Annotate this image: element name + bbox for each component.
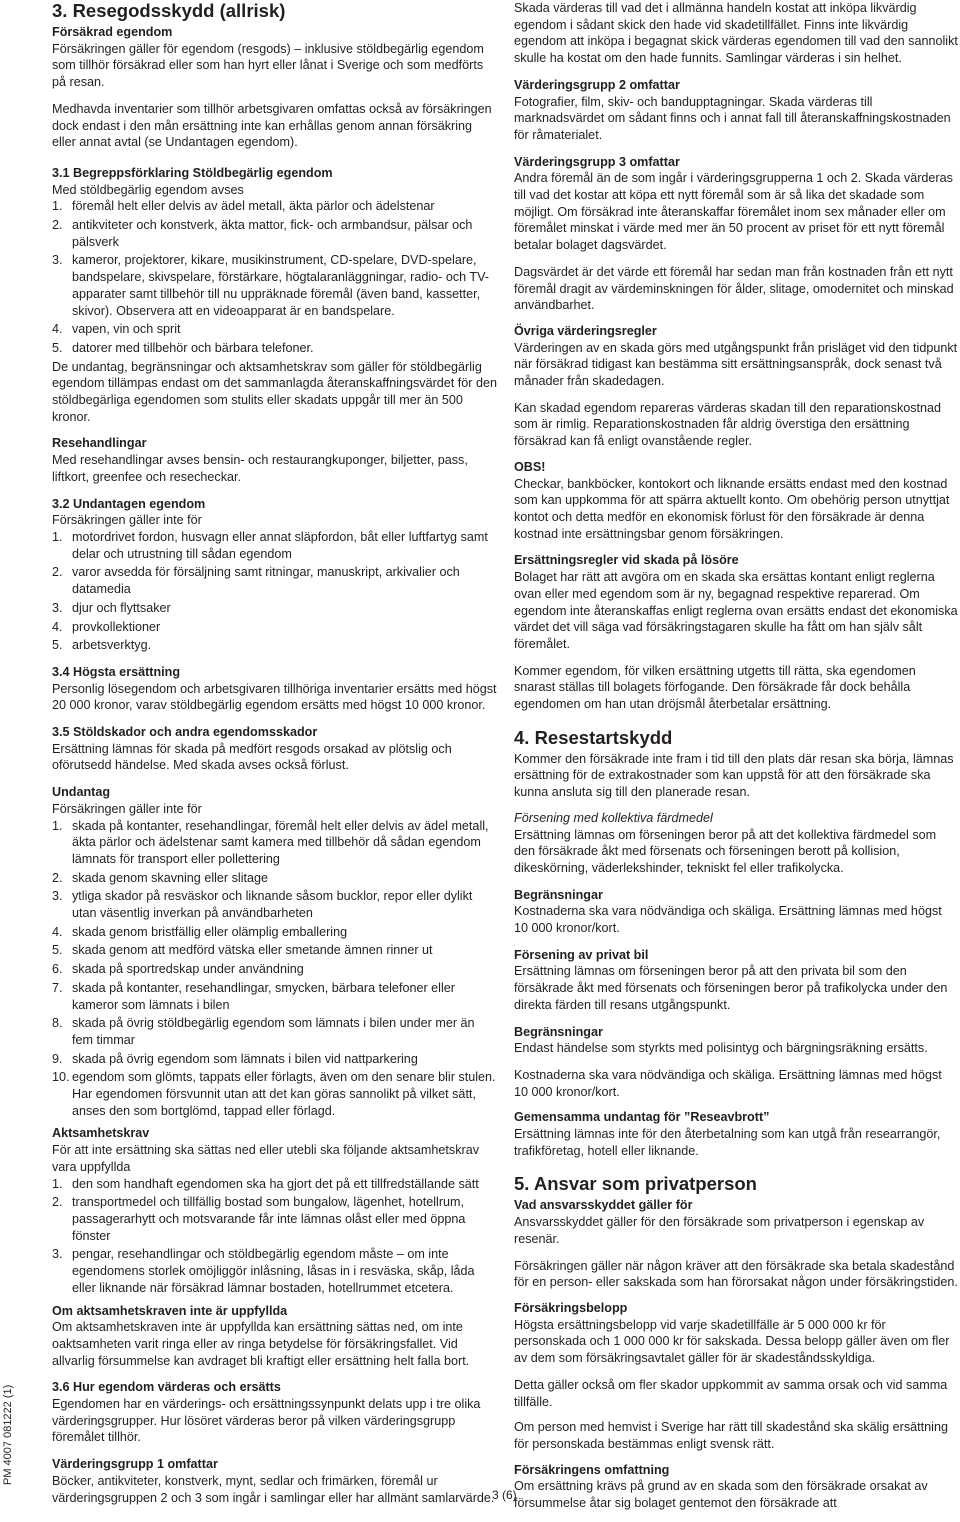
list-item: 5. arbetsverktyg. — [52, 638, 152, 653]
public-transport-delay-text: Ersättning lämnas om förseningen beror på att det kollektiva färdmedel som den försäkrade åkt med försenats och förseningen berott på kollision, dikeskörning, väderlekshinder, tekniskt fel eller trafikolycka. — [514, 827, 937, 875]
list-item: 7. skada på kontanter, resehandlingar, smycken, bärbara telefoner eller kameror som lämnats i bilen — [52, 980, 455, 1012]
left-column — [52, 0, 497, 1516]
section-4-text: Kommer den försäkrade inte fram i tid till den plats där resan ska börja, lämnas ersättning för de extrakostnader som kan uppstå för att den försäkrade ska kunna ansluta sig till den planerade resan. — [514, 751, 954, 800]
list-item: 4. provkollektioner — [52, 619, 161, 634]
limitations-1-text: Kostnaderna ska vara nödvändiga och skäliga. Ersättning lämnas med högst 10 000 kronor/kort. — [514, 904, 942, 936]
section-5-title: 5. Ansvar som privatperson — [514, 1173, 757, 1195]
repair-text: Kan skadad egendom repareras värderas skadan till den reparationskostnad som är rimlig. Reparationskostnaden får aldrig överstiga den ersättning försäkrad kan få enligt ovanstående regler. — [514, 400, 942, 449]
page-number: 3 (6) — [492, 1488, 517, 1502]
other-valuation-rules-text: Värderingen av en skada görs med utgångspunkt från prisläget vid den tidpunkt när försäkrad tidigast kan bestämma sitt ersättningsanspråk, dock senast två månader från skadedagen. — [514, 340, 958, 389]
list-item: 4. vapen, vin och sprit — [52, 322, 181, 337]
insured-amount-heading: Försäkringsbelopp — [514, 1301, 628, 1315]
section-3-title: 3. Resegodsskydd (allrisk) — [52, 0, 286, 21]
section-3-5-heading: 3.5 Stöldskador och andra egendomsskador — [52, 725, 318, 740]
section-3-1-heading: 3.1 Begreppsförklaring Stöldbegärlig egendom — [52, 165, 333, 180]
document-code: PM 4007 081222 (1) — [2, 1384, 14, 1485]
care-requirements-heading: Aktsamhetskrav — [52, 1126, 150, 1141]
section-3-2-intro: Försäkringen gäller inte för — [52, 513, 202, 528]
private-car-delay-text: Ersättning lämnas om förseningen beror på att den privata bil som den försäkrade åkt med försenats och förseningen beror på trafikolycka under den direkta färden till resans utgångspunkt. — [514, 964, 948, 1012]
list-item: 9. skada på övrig egendom som lämnats i bilen vid nattparkering — [52, 1051, 418, 1066]
exclusions-intro: Försäkringen gäller inte för — [52, 801, 202, 816]
valuation-group-1-heading: Värderingsgrupp 1 omfattar — [52, 1457, 218, 1472]
valuation-group-3-text: Andra föremål än de som ingår i värderingsgrupperna 1 och 2. Skada värderas till vad det kostar att köpa ett nytt föremål som är så lika det skadade som möjligt. Om försäkrad inte återanskaffar föremålet inom sex månader eller om föremålet minskat i värde med mer än 50 procent av priset för ett nytt föremål betalar bolaget dagsvärdet. — [514, 171, 953, 253]
list-item: 2. transportmedel och tillfällig bostad som bungalow, lägenhet, hotellrum, passagerarhytt och motsvarande får inte lämnas olåst eller med öppna fönster — [52, 1195, 466, 1243]
valuation-group-2-text: Fotografier, film, skiv- och bandupptagningar. Skada värderas till marknadsvärdet om sådant finns och i annat fall till återanskaffningskostnaden för råmaterialet. — [514, 94, 951, 142]
liability-scope-heading: Vad ansvarsskyddet gäller för — [514, 1198, 693, 1213]
list-item: 1. den som handhaft egendomen ska ha gjort det på ett tillfredställande sätt — [52, 1176, 479, 1191]
limitations-2-heading: Begränsningar — [514, 1024, 603, 1039]
recovered-property-text: Kommer egendom, för vilken ersättning utgetts till rätta, ska egendomen snarast ställas till bolagets förfogande. Den försäkrade får dock behålla egendomen om han utan dröjsmål återbetalar ersättning. — [514, 663, 916, 712]
section-3-6-text: Egendomen har en värderings- och ersättningssynpunkt delats upp i tre olika värderingsgrupper. Hur lösöret värderas beror på vilken värderingsgrupp föremålet tillhör. — [52, 1397, 481, 1445]
insured-amount-text: Högsta ersättningsbelopp vid varje skadetillfälle är 5 000 000 kr för personskada och 1 000 000 kr för sakskada. Dessa belopp gäller även om fler av dem som försäkringsavtalet gäller för är skadeståndsskyldiga. — [514, 1317, 950, 1366]
list-item: 5. datorer med tillbehör och bärbara telefoner. — [52, 340, 314, 355]
valuation-group-2-heading: Värderingsgrupp 2 omfattar — [514, 77, 680, 92]
section-3-6-heading: 3.6 Hur egendom värderas och ersätts — [52, 1380, 281, 1395]
exclusions-heading: Undantag — [52, 785, 111, 800]
insurance-scope-text: Om ersättning krävs på grund av en skada som den försäkrade orsakat av försummelse åtar sig bolaget gentemot den försäkrade att — [514, 1479, 928, 1511]
list-item: 3. djur och flyttsaker — [52, 600, 171, 615]
insurance-scope-heading: Försäkringens omfattning — [514, 1462, 670, 1477]
care-requirements-list — [52, 1176, 497, 1297]
list-item: 2. skada genom skavning eller slitage — [52, 870, 269, 885]
limitations-2-text: Endast händelse som styrkts med polisintyg och bärgningsräkning ersätts. — [514, 1041, 928, 1056]
current-value-text: Dagsvärdet är det värde ett föremål har sedan man från kostnaden från ett nytt föremål dragit av värdeminskningen för ålder, slitage, omodernitet och minskad användbarhet. — [514, 264, 954, 313]
requirements-not-met-heading: Om aktsamhetskraven inte är uppfyllda — [52, 1303, 288, 1318]
section-3-4-heading: 3.4 Högsta ersättning — [52, 664, 181, 679]
valuation-group-3-heading: Värderingsgrupp 3 omfattar — [514, 154, 680, 169]
limitations-2-text-2: Kostnaderna ska vara nödvändiga och skäliga. Ersättning lämnas med högst 10 000 kronor/kort. — [514, 1067, 942, 1099]
section-3-5-text: Ersättning lämnas för skada på medfört resgods orsakad av plötslig och oförutsedd händelse. Med skada avses också förlust. — [52, 741, 452, 773]
swedish-law-text: Om person med hemvist i Sverige har rätt till skadestånd ska skälig ersättning för personskada bestämmas enligt svensk rätt. — [514, 1420, 948, 1451]
list-item: 6. skada på sportredskap under användning — [52, 962, 304, 977]
obs-heading: OBS! — [514, 459, 546, 474]
trip-interruption-exclusions-heading: Gemensamma undantag för ”Reseavbrott” — [514, 1110, 770, 1125]
theft-prone-list — [52, 198, 497, 356]
compensation-rules-text: Bolaget har rätt att avgöra om en skada ska ersättas kontant enligt reglerna ovan eller med egendom som är ny, begagnad respektive reparerad. Om egendom inte återanskaffas enligt reglerna ovan ersätts endast det ekonomiska värdet det vill säga vad försäkringstagaren skulle ha fått om han själv sålt föremålet. — [514, 570, 958, 651]
limitations-1-heading: Begränsningar — [514, 887, 603, 902]
travel-documents-heading: Resehandlingar — [52, 436, 147, 451]
trip-interruption-exclusions-text: Ersättning lämnas inte för den återbetalning som kan utgå från researrangör, trafikföretag, hotell eller liknande. — [514, 1127, 941, 1158]
list-item: 3. ytliga skador på resväskor och liknande såsom bucklor, repor eller dylikt utan väsentlig inverkan på användbarheten — [52, 889, 473, 921]
list-item: 4. skada genom bristfällig eller olämplig emballering — [52, 924, 348, 939]
list-item: 2. varor avsedda för försäljning samt ritningar, manuskript, arkivalier och datamedia — [52, 565, 460, 597]
care-requirements-intro: För att inte ersättning ska sättas ned eller utebli ska följande aktsamhetskrav vara uppfyllda — [52, 1143, 480, 1174]
compensation-rules-heading: Ersättningsregler vid skada på lösöre — [514, 553, 739, 568]
section-3-2-heading: 3.2 Undantagen egendom — [52, 496, 206, 511]
section-3-1-intro: Med stöldbegärlig egendom avses — [52, 182, 244, 197]
list-item: 1. föremål helt eller delvis av ädel metall, äkta pärlor och ädelstenar — [52, 199, 435, 214]
excluded-property-list — [52, 529, 497, 654]
private-car-delay-heading: Försening av privat bil — [514, 947, 649, 962]
list-item: 2. antikviteter och konstverk, äkta mattor, fick- och armbandsur, pälsar och pälsverk — [52, 218, 473, 249]
public-transport-delay-heading: Försening med kollektiva färdmedel — [514, 810, 713, 825]
employer-inventory-text: Medhavda inventarier som tillhör arbetsgivaren omfattas också av försäkringen dock endast i den mån ersättning inte kan erhållas genom annan försäkring eller annat avtal (se Undantagen egendom). — [52, 101, 492, 150]
right-column — [514, 0, 959, 1522]
list-item: 8. skada på övrig stöldbegärlig egendom som lämnats i bilen under mer än fem timmar — [52, 1016, 475, 1047]
list-item: 1. skada på kontanter, resehandlingar, föremål helt eller delvis av ädel metall, äkta pärlor och ädelstenar samt kamera med tillbehör då sådan egendom lämnats för transport eller pollettering — [52, 818, 489, 866]
insured-property-heading: Försäkrad egendom — [52, 25, 173, 39]
valuation-group-1-text: Böcker, antikviteter, konstverk, mynt, sedlar och frimärken, föremål ur värderingsgruppen 2 och 3 som ingår i samlingar eller har allmänt samlarvärde. — [52, 1473, 495, 1505]
obs-text: Checkar, bankböcker, kontokort och liknande ersätts endast med den kostnad som kan uppkomma för att spärra aktuellt konto. Om obehörig person utnyttjat kontot och detta medför en ekonomisk förlust för den försäkrade är denna kostnad inte ersättningsbar genom försäkringen. — [514, 476, 950, 541]
list-item: 10. egendom som glömts, tappats eller förlagts, även om den senare blir stulen. Har egendomen försvunnit utan att det kan göras sannolikt på vilket sätt, anses den som bortglömd, tappad eller förlagd. — [52, 1070, 496, 1118]
section-4-title: 4. Resestartskydd — [514, 726, 673, 748]
valuation-group-1-continued: Skada värderas till vad det i allmänna handeln kostat att inköpa likvärdig egendom i sådant skick den hade vid skadetillfället. Finns inte likvärdig egendom att inköpa i begagnat skick värderas egendomen till vad den sannolikt skulle ha kostat om den hade funnits. Samlingar värderas i sin helhet. — [514, 1, 958, 66]
liability-scope-text: Ansvarsskyddet gäller för den försäkrade som privatperson i egenskap av resenär. — [514, 1215, 925, 1246]
liability-claim-text: Försäkringen gäller när någon kräver att den försäkrade ska betala skadestånd för en person- eller sakskada som han förorsakat någon under försäkringstiden. — [514, 1258, 958, 1290]
list-item: 5. skada genom att medförd vätska eller smetande ämnen rinner ut — [52, 943, 433, 958]
section-3-1-note: De undantag, begränsningar och aktsamhetskrav som gäller för stöldbegärlig egendom tillämpas endast om det sammanlagda återanskaffningsvärdet för den stöldbegärliga egendomen som stulits eller skadats uppgår till mer än 500 kronor. — [52, 359, 498, 424]
list-item: 1. motordrivet fordon, husvagn eller annat släpfordon, båt eller luftfartyg samt delar och utrustning till sådan egendom — [52, 529, 488, 561]
other-valuation-rules-heading: Övriga värderingsregler — [514, 323, 657, 338]
travel-documents-text: Med resehandlingar avses bensin- och restaurangkuponger, biljetter, pass, liftkort, greenfee och resecheckar. — [52, 453, 468, 484]
exclusions-list — [52, 818, 497, 1120]
requirements-not-met-text: Om aktsamhetskraven inte är uppfyllda kan ersättning sättas ned, om inte oaktsamheten varit ringa eller av ringa betydelse för försäkringsfallet. Vid allvarlig försummelse kan avdraget bli kraftigt eller ersättning helt falla bort. — [52, 1320, 470, 1368]
insured-property-text: Försäkringen gäller för egendom (resgods) – inklusive stöldbegärlig egendom som tillhör försäkrad eller som han hyrt eller lånat i Sverige och som medförts på resan. — [52, 41, 484, 90]
section-3-4-text: Personlig lösegendom och arbetsgivaren tillhöriga inventarier ersätts med högst 20 000 kronor, varav stöldbegärlig egendom ersätts med högst 10 000 kronor. — [52, 681, 497, 713]
same-cause-text: Detta gäller också om fler skador uppkommit av samma orsak och vid samma tillfälle. — [514, 1377, 948, 1409]
list-item: 3. pengar, resehandlingar och stöldbegärlig egendom måste – om inte egendomens storlek omöjliggör inlåsning, låsas in i resväska, skåp, låda eller liknande när försäkrad lämnar bostaden, hotellrummet etcetera. — [52, 1247, 475, 1295]
list-item: 3. kameror, projektorer, kikare, musikinstrument, CD-spelare, DVD-spelare, bandspelare, skivspelare, förstärkare, högtalaranläggningar, radio- och TV-apparater samt tillbehör till nu uppräknade föremål (även band, kassetter, skivor). Observera att en videoapparat är en bandspelare. — [52, 253, 490, 318]
